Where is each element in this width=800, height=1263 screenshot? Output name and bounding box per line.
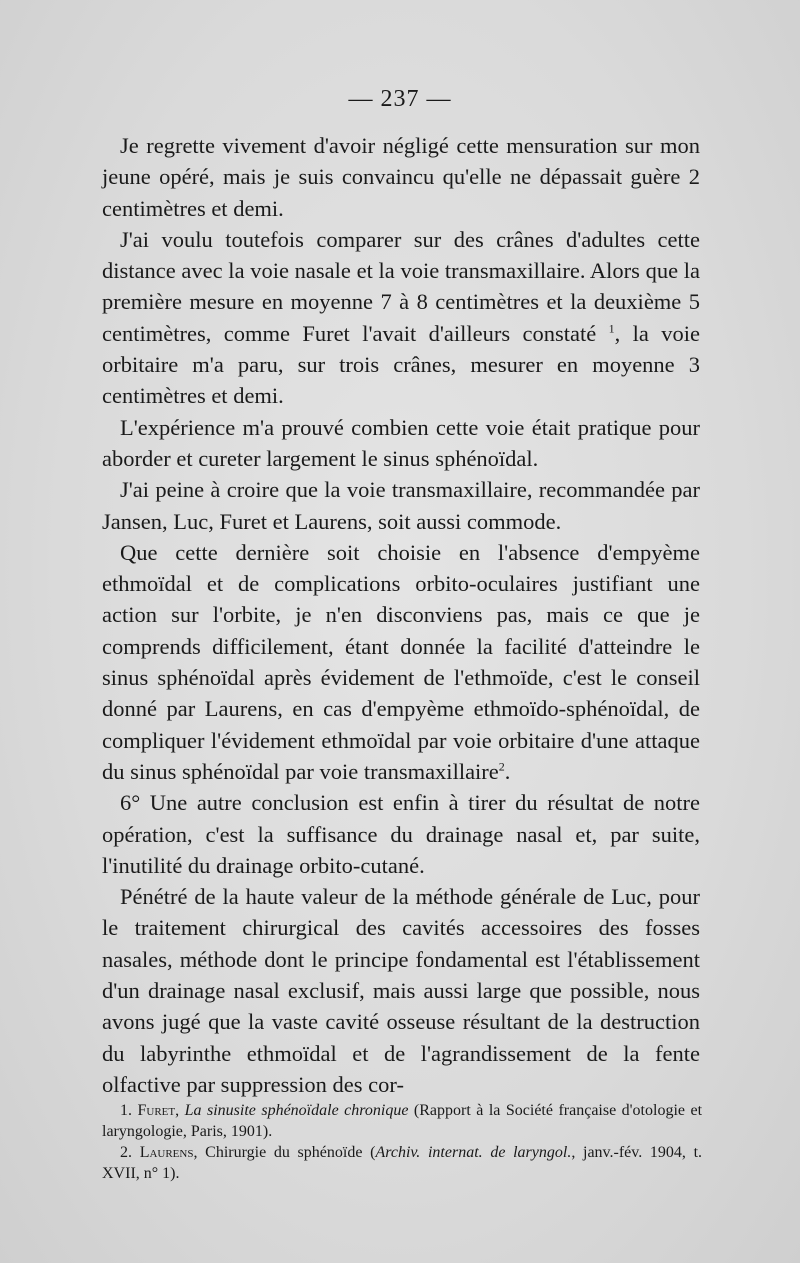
footnote: 2. Laurens, Chirurgie du sphénoïde (Archiv. internat. de laryngol., janv.-fév. 1904, t. XVII, n° 1). <box>102 1144 703 1182</box>
paragraph-text: Que cette dernière soit choisie en l'absence d'empyème ethmoïdal et de complications orbito-oculaires justifiant une action sur l'orbite, je n'en disconviens pas, mais ce que je comprends difficilement, étant donnée la facilité d'atteindre le sinus sphénoïdal après évidement de l'ethmoïde, c'est le conseil donné par Laurens, en cas d'empyème ethmoïdo-sphénoïdal, de compliquer l'évidement ethmoïdal par voie orbitaire d'une attaque du sinus sphénoïdal par voie transmaxillaire <box>102 539 700 784</box>
footnote-number: 2. <box>120 1144 132 1161</box>
footnote-text: (Rapport à la Société française d'otologie et laryngologie, Paris, 1901). <box>102 1102 703 1140</box>
paragraph-text: , la voie orbitaire m'a paru, sur trois crânes, mesurer en moyenne 3 centimètres et demi. <box>102 320 701 409</box>
footnote: 1. Furet, La sinusite sphénoïdale chronique (Rapport à la Société française d'otologie et laryngologie, Paris, 1901). <box>102 1102 703 1140</box>
footnote-ref: 2 <box>498 759 505 774</box>
body-text <box>102 130 700 1100</box>
footnote-text: , janv.-fév. 1904, t. XVII, n° 1). <box>102 1144 703 1182</box>
paragraph <box>102 537 700 787</box>
paragraph: J'ai peine à croire que la voie transmaxillaire, recommandée par Jansen, Luc, Furet et Laurens, soit aussi commode. <box>102 477 700 534</box>
footnote-title: La sinusite sphénoïdale chronique <box>184 1102 409 1119</box>
paragraph: Pénétré de la haute valeur de la méthode générale de Luc, pour le traitement chirurgical des cavités accessoires des fosses nasales, méthode dont le principe fondamental est l'établissement d'un drainage nasal exclusif, mais aussi large que possible, nous avons jugé que la vaste cavité osseuse résultant de la destruction du labyrinthe ethmoïdal et de l'agrandissement de la fente olfactive par suppression des cor- <box>102 884 700 1097</box>
paragraph-text: J'ai voulu toutefois comparer sur des crânes d'adultes cette distance avec la voie nasale et la voie transmaxillaire. Alors que la première mesure en moyenne 7 à 8 centimètres et la deuxième 5 centimètres, comme Furet l'avait d'ailleurs constaté <box>102 226 700 346</box>
footnote-author: Laurens <box>139 1144 194 1161</box>
footnotes <box>102 1100 702 1184</box>
footnote-author: Furet <box>137 1102 176 1119</box>
paragraph: 6° Une autre conclusion est enfin à tirer du résultat de notre opération, c'est la suffisance du drainage nasal et, par suite, l'inutilité du drainage orbito-cutané. <box>102 790 700 878</box>
footnote-number: 1. <box>120 1102 132 1119</box>
footnote-journal: Archiv. internat. de laryngol. <box>375 1144 572 1161</box>
footnote-text: Chirurgie du sphénoïde ( <box>205 1144 376 1161</box>
paragraph: L'expérience m'a prouvé combien cette voie était pratique pour aborder et cureter largement le sinus sphénoïdal. <box>102 414 700 471</box>
paragraph <box>102 224 700 412</box>
footnote-ref: 1 <box>608 321 615 336</box>
paragraph-text: . <box>504 758 511 784</box>
paragraph: Je regrette vivement d'avoir négligé cette mensuration sur mon jeune opéré, mais je suis convaincu qu'elle ne dépassait guère 2 centimètres et demi. <box>102 133 700 221</box>
page-number: — 237 — <box>348 86 452 112</box>
